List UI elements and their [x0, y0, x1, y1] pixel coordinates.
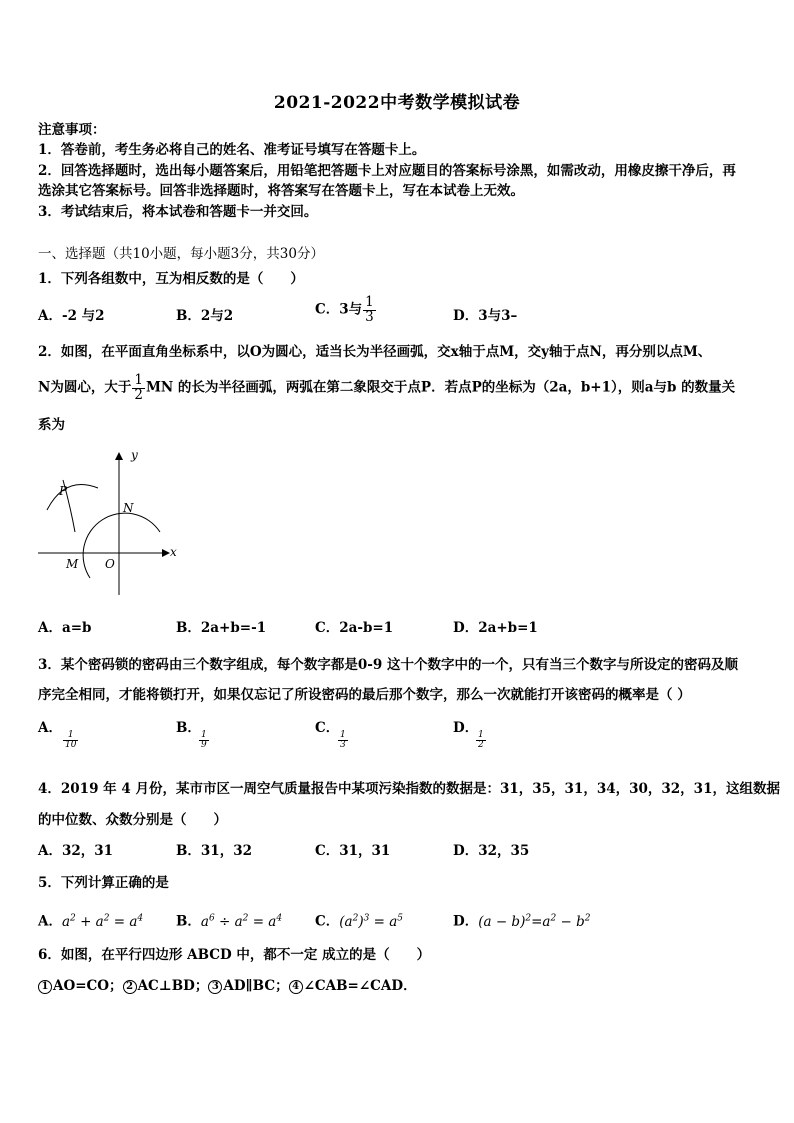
label-m: M	[66, 557, 79, 571]
circled-number-4: 4	[289, 980, 303, 994]
label-n: N	[123, 501, 134, 515]
section-heading: 一、选择题（共10小题，每小题3分，共30分）	[38, 246, 324, 262]
x-axis-arrow	[162, 549, 170, 557]
arc-from-m	[47, 484, 98, 510]
q1-option-b: B．2与2	[176, 308, 234, 324]
q5-formula-c: $(a^2)^3 = a^5$	[339, 913, 404, 930]
notice-item-2: 2．回答选择题时，选出每小题答案后，用铅笔把答题卡上对应题目的答案标号涂黑，如需改动，用橡皮擦干净后，再	[38, 163, 736, 179]
q5-formula-d: $(a - b)^2=a^2 - b^2$	[478, 913, 591, 930]
q5-formula-b: $a^6 \div a^2 = a^4$	[200, 913, 283, 930]
fraction-one-third: $\frac{1}{3}$	[365, 294, 374, 325]
notice-item-3: 3．考试结束后，将本试卷和答题卡一并交回。	[38, 204, 318, 220]
label-p: P	[59, 484, 68, 498]
q5-stem: 5．下列计算正确的是	[38, 875, 169, 891]
q5-option-b: B．$a^6 \div a^2 = a^4$	[176, 913, 283, 930]
notice-item-1: 1．答卷前，考生务必将自己的姓名、准考证号填写在答题卡上。	[38, 142, 426, 158]
circled-number-2: 2	[123, 980, 137, 994]
q3-line-1: 3．某个密码锁的密码由三个数字组成，每个数字都是0-9 这十个数字中的一个，只有当三个数字与所设定的密码及顺	[38, 657, 738, 673]
q2-line-2: N为圆心，大于 $\frac{1}{2}$ MN 的长为半径画弧，两弧在第二象限交于点P．若点P的坐标为（2a，b+1），则a与b 的数量关	[38, 372, 736, 403]
arc-center-o	[83, 513, 160, 578]
q3-line-2: 序完全相同，才能将锁打开，如果仅忘记了所设密码的最后那个数字，那么一次就能打开该密码的概率是（ ）	[38, 687, 691, 703]
q3-option-d-fraction: $\frac{1}{2}$	[478, 730, 484, 750]
q2-option-b: B．2a+b=-1	[176, 620, 267, 636]
label-x: x	[170, 545, 177, 559]
q2-line-3: 系为	[38, 417, 65, 433]
q4-option-b: B．31，32	[176, 843, 252, 859]
q3-option-a-fraction: $\frac{1}{10}$	[65, 730, 77, 750]
q4-option-d: D．32，35	[453, 843, 530, 859]
q4-line-1: 4．2019 年 4 月份，某市市区一周空气质量报告中某项污染指数的数据是：31，35，31，34，30，32，31，这组数据	[38, 781, 780, 797]
q1-option-d: D．3与3–	[453, 308, 518, 324]
q6-statements: 1 AO=CO； 2 AC⊥BD； 3 AD∥BC； 4 ∠CAB=∠CAD．	[38, 976, 417, 996]
circled-number-1: 1	[38, 980, 52, 994]
q2-coordinate-figure	[30, 440, 190, 605]
q2-option-d: D．2a+b=1	[453, 620, 538, 636]
q1-option-c	[315, 296, 377, 324]
q3-option-b-fraction: $\frac{1}{9}$	[201, 730, 207, 750]
q3-option-c: C．	[315, 720, 340, 736]
label-o: O	[105, 557, 115, 571]
q1-stem: 1．下列各组数中，互为相反数的是（ ）	[38, 271, 304, 287]
q2-option-c: C．2a-b=1	[315, 620, 394, 636]
q3-option-b: B．	[176, 720, 201, 736]
y-axis-arrow	[115, 452, 123, 460]
q1-option-a: A．-2 与2	[38, 308, 105, 324]
q4-line-2: 的中位数、众数分别是（ ）	[38, 812, 227, 828]
exam-title: 2021-2022中考数学模拟试卷	[273, 93, 521, 113]
q1-option-c-label: C．3与	[315, 301, 363, 318]
q3-option-a: A．	[38, 720, 62, 736]
q5-option-c: C．$(a^2)^3 = a^5$	[315, 913, 404, 930]
notice-item-2-cont: 选涂其它答案标号。回答非选择题时，将答案写在答题卡上，写在本试卷上无效。	[38, 183, 524, 199]
q5-option-a: A．$a^2 + a^2 = a^4$	[38, 913, 144, 930]
q2-option-a: A．a=b	[38, 620, 92, 636]
q4-option-c: C．31，31	[315, 843, 391, 859]
label-y: y	[131, 448, 138, 462]
q3-option-d: D．	[453, 720, 479, 736]
q3-option-c-fraction: $\frac{1}{3}$	[340, 730, 346, 750]
q2-line-1: 2．如图，在平面直角坐标系中，以O为圆心，适当长为半径画弧，交x轴于点M，交y轴于点N，再分别以点M、	[38, 344, 712, 360]
fraction-one-half: $\frac{1}{2}$	[134, 372, 143, 403]
q5-option-d: D．$(a - b)^2=a^2 - b^2$	[453, 913, 591, 930]
q4-option-a: A．32，31	[38, 843, 114, 859]
q6-stem: 6．如图，在平行四边形 ABCD 中，都不一定 成立的是（ ）	[38, 947, 431, 963]
notice-heading: 注意事项：	[38, 122, 106, 138]
circled-number-3: 3	[208, 980, 222, 994]
q5-formula-a: $a^2 + a^2 = a^4$	[61, 913, 144, 930]
